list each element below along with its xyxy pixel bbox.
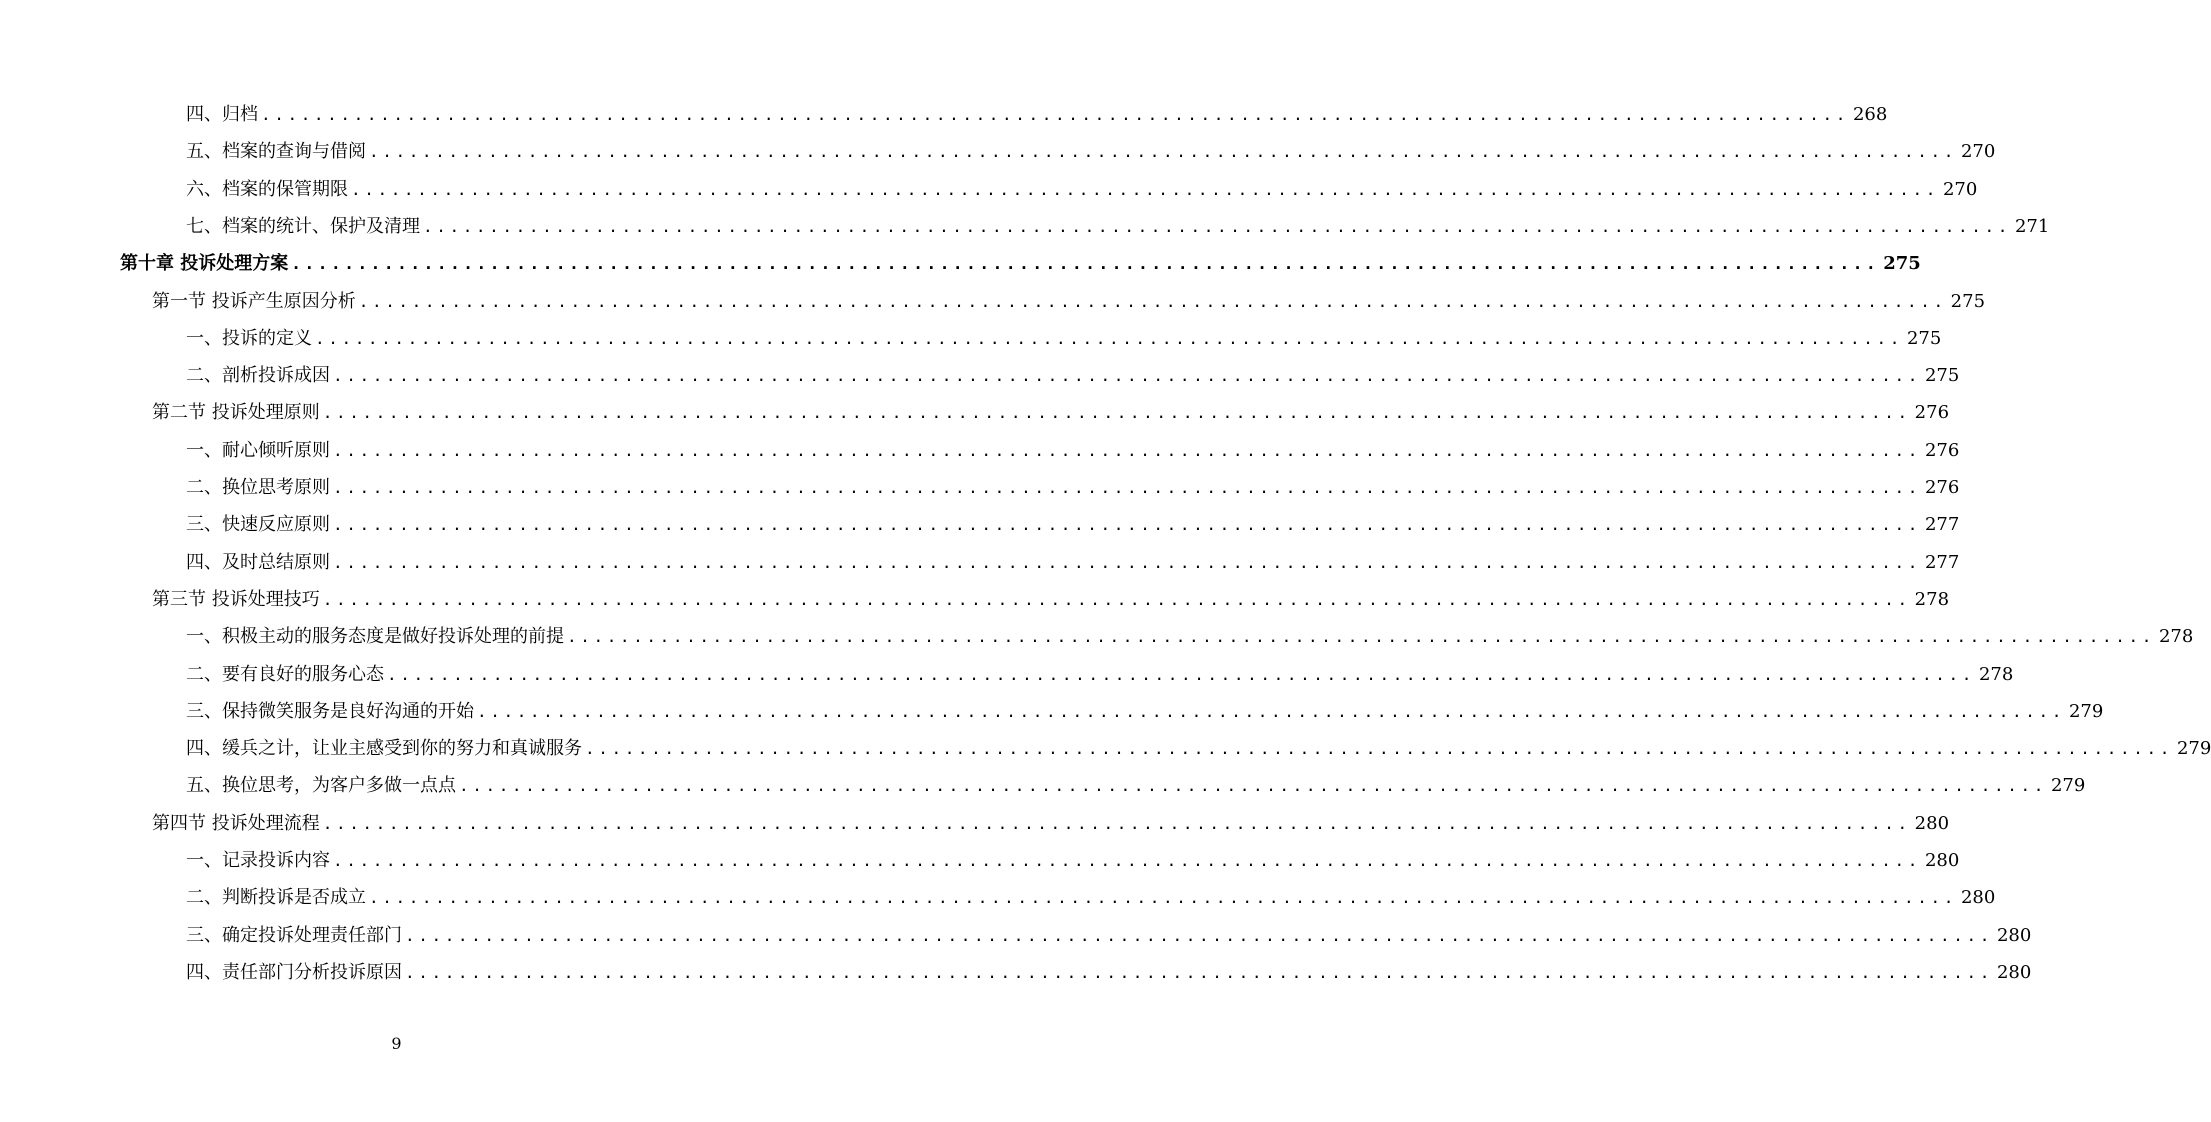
toc-section-entry[interactable] xyxy=(152,585,1950,622)
toc-entry-page: 275 xyxy=(1906,327,1942,349)
toc-item-entry[interactable] xyxy=(186,846,1960,883)
toc-item-entry[interactable] xyxy=(186,921,2032,958)
toc-dot-leader: ........................................................................................................................ xyxy=(585,739,2173,759)
toc-entry-title: 四、及时总结原则 xyxy=(186,551,330,573)
toc-dot-leader: ........................................................................................................................ xyxy=(333,366,1921,386)
toc-entry-page: 276 xyxy=(1914,402,1950,424)
toc-entry-title: 五、档案的查询与借阅 xyxy=(186,141,366,163)
toc-entry-title: 一、投诉的定义 xyxy=(186,327,312,349)
toc-entry-page: 280 xyxy=(1924,850,1960,871)
toc-item-entry[interactable] xyxy=(186,548,1960,585)
toc-dot-leader: ........................................................................................................................ xyxy=(333,478,1921,497)
toc-dot-leader: ........................................................................................................................ xyxy=(567,627,2155,647)
toc-entry-title: 三、快速反应原则 xyxy=(186,514,330,536)
toc-item-entry[interactable] xyxy=(186,734,2211,771)
toc-section-entry[interactable] xyxy=(152,287,1986,324)
toc-dot-leader: ........................................................................................................................ xyxy=(333,515,1921,535)
page-number: 9 xyxy=(391,1034,402,1053)
toc-entry-title: 第三节 投诉处理技巧 xyxy=(152,588,320,610)
toc-entry-title: 四、缓兵之计，让业主感受到你的努力和真诚服务 xyxy=(186,738,582,760)
toc-item-entry[interactable] xyxy=(186,697,2104,734)
toc-entry-page: 275 xyxy=(1883,253,1921,275)
toc-entry-page: 279 xyxy=(2050,775,2086,797)
toc-entry-title: 三、确定投诉处理责任部门 xyxy=(186,924,402,946)
toc-dot-leader: ........................................................................................................................ xyxy=(291,254,1880,274)
toc-entry-title: 第四节 投诉处理流程 xyxy=(152,812,320,834)
toc-entry-title: 二、剖析投诉成因 xyxy=(186,365,330,387)
toc-entry-title: 五、换位思考，为客户多做一点点 xyxy=(186,775,456,797)
toc-entry-title: 六、档案的保管期限 xyxy=(186,178,348,200)
toc-item-entry[interactable] xyxy=(186,137,1996,174)
toc-chapter-entry[interactable] xyxy=(120,249,1921,286)
toc-entry-page: 277 xyxy=(1924,514,1960,536)
toc-entry-page: 270 xyxy=(1960,141,1996,163)
toc-entry-page: 270 xyxy=(1942,178,1978,200)
toc-entry-page: 276 xyxy=(1924,439,1960,461)
toc-entry-title: 四、责任部门分析投诉原因 xyxy=(186,961,402,983)
toc-dot-leader: ........................................................................................................................ xyxy=(351,179,1939,199)
toc-entry-title: 二、要有良好的服务心态 xyxy=(186,663,384,685)
toc-dot-leader: ........................................................................................................................ xyxy=(459,776,2047,796)
toc-entry-page: 278 xyxy=(1914,588,1950,610)
toc-entry-title: 七、档案的统计、保护及清理 xyxy=(186,215,420,237)
toc-entry-page: 279 xyxy=(2068,700,2104,722)
toc-entry-title: 一、记录投诉内容 xyxy=(186,850,330,871)
toc-dot-leader: ........................................................................................................................ xyxy=(405,962,1993,982)
toc-dot-leader: ........................................................................................................................ xyxy=(261,105,1849,124)
toc-entry-page: 277 xyxy=(1924,551,1960,573)
toc-entry-page: 275 xyxy=(1924,365,1960,387)
toc-item-entry[interactable] xyxy=(186,958,2032,995)
toc-entry-page: 279 xyxy=(2176,738,2211,760)
toc-entry-title: 第二节 投诉处理原则 xyxy=(152,402,320,424)
toc-entry-title: 第一节 投诉产生原因分析 xyxy=(152,290,356,312)
toc-entry-title: 二、判断投诉是否成立 xyxy=(186,887,366,909)
toc-dot-leader: ........................................................................................................................ xyxy=(333,851,1921,870)
toc-entry-page: 275 xyxy=(1950,290,1986,312)
toc-dot-leader: ........................................................................................................................ xyxy=(387,664,1975,684)
toc-item-entry[interactable] xyxy=(186,361,1960,398)
toc-entry-title: 四、归档 xyxy=(186,104,258,125)
toc-dot-leader: ........................................................................................................................ xyxy=(322,403,1911,423)
toc-dot-leader: ........................................................................................................................ xyxy=(423,216,2011,236)
toc-entry-page: 280 xyxy=(1996,924,2032,946)
toc-item-entry[interactable] xyxy=(186,660,2014,697)
toc-dot-leader: ........................................................................................................................ xyxy=(405,925,1993,945)
toc-item-entry[interactable] xyxy=(186,622,2194,659)
toc-entry-page: 280 xyxy=(1996,961,2032,983)
toc-entry-page: 280 xyxy=(1960,887,1996,909)
toc-entry-title: 一、耐心倾听原则 xyxy=(186,439,330,461)
toc-item-entry[interactable] xyxy=(186,771,2086,808)
toc-dot-leader: ........................................................................................................................ xyxy=(477,701,2065,721)
toc-entry-page: 271 xyxy=(2014,215,2050,237)
toc-entry-title: 一、积极主动的服务态度是做好投诉处理的前提 xyxy=(186,626,564,648)
toc-item-entry[interactable] xyxy=(186,100,1888,137)
toc-section-entry[interactable] xyxy=(152,809,1950,846)
toc-entry-page: 278 xyxy=(2158,626,2194,648)
toc-entry-title: 三、保持微笑服务是良好沟通的开始 xyxy=(186,700,474,722)
toc-entry-page: 280 xyxy=(1914,812,1950,834)
toc-dot-leader: ........................................................................................................................ xyxy=(333,552,1921,572)
toc-item-entry[interactable] xyxy=(186,883,1996,920)
toc-entry-page: 278 xyxy=(1978,663,2014,685)
toc-entry-title: 第十章 投诉处理方案 xyxy=(120,253,289,275)
toc-entry-page: 268 xyxy=(1852,104,1888,125)
toc-item-entry[interactable] xyxy=(186,324,1942,361)
toc-item-entry[interactable] xyxy=(186,212,2050,249)
toc-dot-leader: ........................................................................................................................ xyxy=(315,328,1903,348)
toc-item-entry[interactable] xyxy=(186,175,1978,212)
toc-dot-leader: ........................................................................................................................ xyxy=(333,440,1921,460)
toc-entry-title: 二、换位思考原则 xyxy=(186,477,330,498)
toc-section-entry[interactable] xyxy=(152,398,1950,435)
toc-dot-leader: ........................................................................................................................ xyxy=(369,888,1957,908)
toc-dot-leader: ........................................................................................................................ xyxy=(322,813,1911,833)
toc-dot-leader: ........................................................................................................................ xyxy=(369,142,1957,162)
toc-item-entry[interactable] xyxy=(186,436,1960,473)
toc-dot-leader: ........................................................................................................................ xyxy=(358,291,1947,311)
toc-item-entry[interactable] xyxy=(186,510,1960,547)
toc-dot-leader: ........................................................................................................................ xyxy=(322,589,1911,609)
toc-item-entry[interactable] xyxy=(186,473,1960,510)
toc-entry-page: 276 xyxy=(1924,477,1960,498)
